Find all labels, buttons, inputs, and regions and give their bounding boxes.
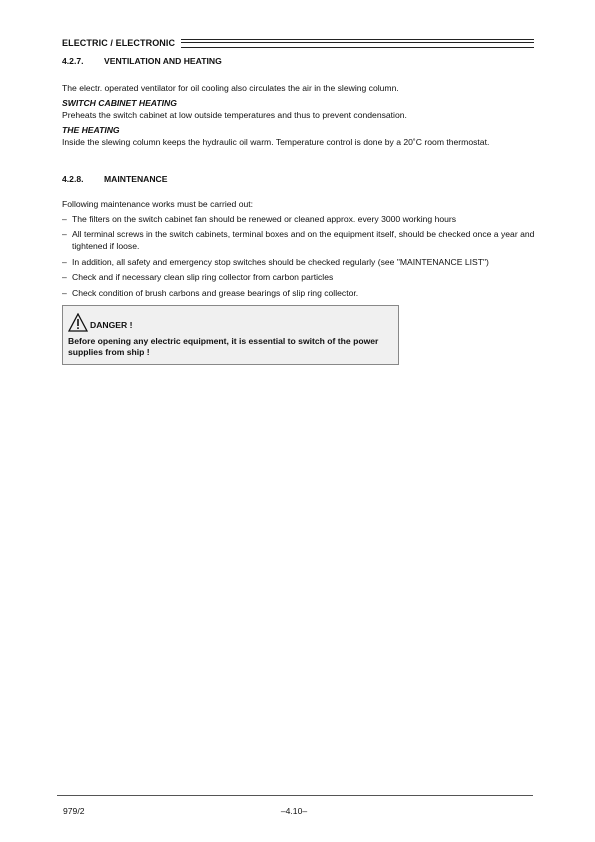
- list-item-text: The filters on the switch cabinet fan should be renewed or cleaned approx. every 3000 working hours: [72, 213, 457, 224]
- list-item: [62, 272, 537, 284]
- maintenance-intro: Following maintenance works must be carried out:: [62, 199, 254, 210]
- danger-header: [63, 310, 398, 332]
- list-item-text: All terminal screws in the switch cabinets, terminal boxes and on the equipment itself, should be checked once a year and tightened if loose.: [72, 229, 535, 251]
- list-item: [62, 257, 537, 269]
- list-item-text: Check and if necessary clean slip ring collector from carbon particles: [72, 272, 334, 283]
- heating-text: Inside the slewing column keeps the hydraulic oil warm. Temperature control is done by a 20˚C room thermostat.: [62, 136, 490, 147]
- section-number: 4.2.7.: [62, 56, 84, 66]
- list-item-text: In addition, all safety and emergency stop switches should be checked regularly (see "MAINTENANCE LIST"): [72, 256, 489, 267]
- danger-notice: [62, 305, 399, 365]
- list-item: [62, 214, 537, 226]
- heating-heading: THE HEATING: [62, 125, 120, 136]
- page-number: –4.10–: [280, 806, 308, 816]
- maintenance-list: [62, 214, 537, 300]
- switch-cabinet-heading: SWITCH CABINET HEATING: [62, 98, 177, 109]
- header-title: ELECTRIC / ELECTRONIC: [62, 38, 176, 48]
- list-dash: –: [62, 256, 67, 267]
- section-heading-maintenance: [62, 174, 537, 186]
- list-item: [62, 288, 537, 300]
- danger-label: DANGER !: [90, 319, 133, 330]
- document-number: 979/2: [63, 806, 85, 816]
- list-item-text: Check condition of brush carbons and grease bearings of slip ring collector.: [72, 287, 359, 298]
- switch-cabinet-text: Preheats the switch cabinet at low outside temperatures and thus to prevent condensation.: [62, 109, 407, 120]
- ventilation-intro: The electr. operated ventilator for oil cooling also circulates the air in the slewing column.: [62, 82, 399, 93]
- section-title: MAINTENANCE: [104, 173, 168, 184]
- section-title: VENTILATION AND HEATING: [104, 56, 222, 66]
- section-heading-ventilation: [62, 56, 537, 68]
- header-rule: [181, 39, 534, 48]
- danger-text: Before opening any electric equipment, it is essential to switch of the power supplies from ship !: [68, 336, 379, 358]
- page-header: [62, 36, 534, 50]
- list-dash: –: [62, 229, 67, 240]
- section-number: 4.2.8.: [62, 173, 84, 184]
- page-content: [62, 56, 537, 365]
- list-item: [62, 229, 537, 252]
- list-dash: –: [62, 287, 67, 298]
- list-dash: –: [62, 272, 67, 283]
- footer-rule: [57, 795, 533, 796]
- warning-triangle-icon: [68, 313, 88, 332]
- list-dash: –: [62, 213, 67, 224]
